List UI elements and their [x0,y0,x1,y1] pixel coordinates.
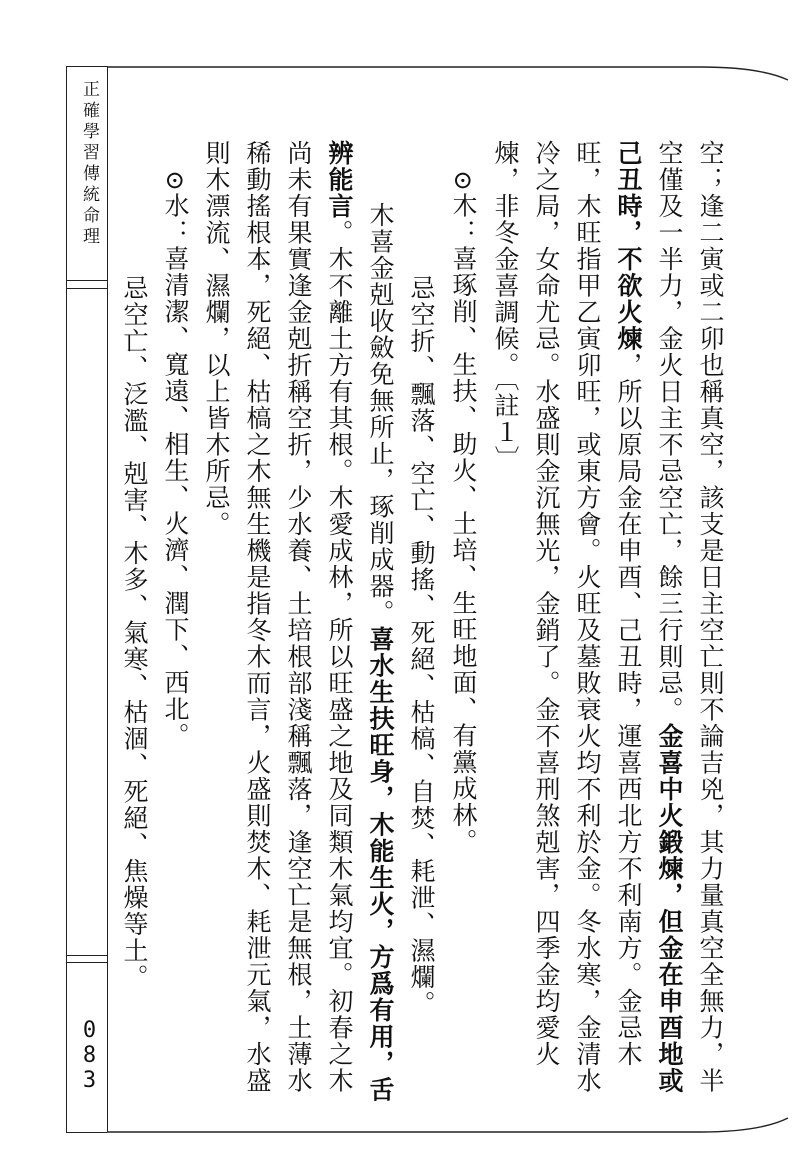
text-segment: 忌空折、飄落、空亡、動搖、死絕、枯槁、自焚、耗泄、濕爛。 [407,275,436,1017]
text-column [490,140,520,472]
text-column [283,140,313,1094]
bold-text: 喜水生扶旺身，木能生火，方爲有用，舌 [366,626,395,1103]
text-column [324,140,354,1094]
book-title: 正確學習傳統命理 [79,80,99,248]
text-segment: 則木漂流、濕爛，以上皆木所忌。 [202,140,231,538]
text-segment: 忌空亡、泛濫、剋害、木多、氣寒、枯涸、死絕、焦燥等土。 [120,275,149,991]
text-segment: 空僅及一半力，金火日主不忌空亡，餘三行則忌。 [655,140,684,723]
text-segment: ⊙木：喜琢削、生扶、助火、土培、生旺地面、有黨成林。 [449,170,478,855]
text-segment: 冷之局，女命尤忌。水盛則金沉無光，金銷了。金不喜刑煞剋害，四季金均愛火 [532,140,561,1068]
text-column [654,140,684,1094]
text-column [406,275,436,1017]
text-segment: 煉，非冬金喜調候。〔註１〕 [491,140,520,472]
text-segment: 旺，木旺指甲乙寅卯旺，或東方會。火旺及墓敗衰火均不利於金。冬水寒，金清水 [573,140,602,1094]
text-column [365,202,395,1103]
text-segment: 。木不離土方有其根。木愛成林，所以旺盛之地及同類木氣均宜。初春之木 [325,219,354,1094]
text-segment: 空；逢二寅或二卯也稱真空，該支是日主空亡則不論吉兇，其力量真空全無力，半 [696,140,725,1094]
text-segment: 尚未有果實逢金剋折稱空折，少水養、土培根部淺稱飄落，逢空亡是無根，土薄水 [284,140,313,1094]
text-column [531,140,561,1068]
bold-text: 辨能言 [325,140,354,220]
page-number: 083 [77,1018,102,1093]
text-column [695,140,725,1094]
section-heading-wood [448,170,478,855]
section-heading-water [160,170,190,749]
text-segment: ，所以原局金在申酉、己丑時，運喜西北方不利南方。金忌木 [614,352,643,1068]
text-column [119,275,149,991]
text-segment: ⊙水：喜清潔、寬遠、相生、火濟、潤下、西北。 [161,170,190,749]
main-text [120,140,735,1103]
text-segment: 稀動搖根本，死絕、枯槁之木無生機是指冬木而言，火盛則焚木、耗泄元氣，水盛 [243,140,272,1094]
text-segment: 木喜金剋收斂免無所止，琢削成器。 [366,202,395,626]
text-column [613,140,643,1068]
bold-text: 己丑時，不欲火煉 [614,140,643,352]
text-column [242,140,272,1094]
text-column [572,140,602,1094]
bold-text: 金喜中火鍛煉，但金在申酉地或 [655,723,684,1094]
text-column [201,140,231,538]
